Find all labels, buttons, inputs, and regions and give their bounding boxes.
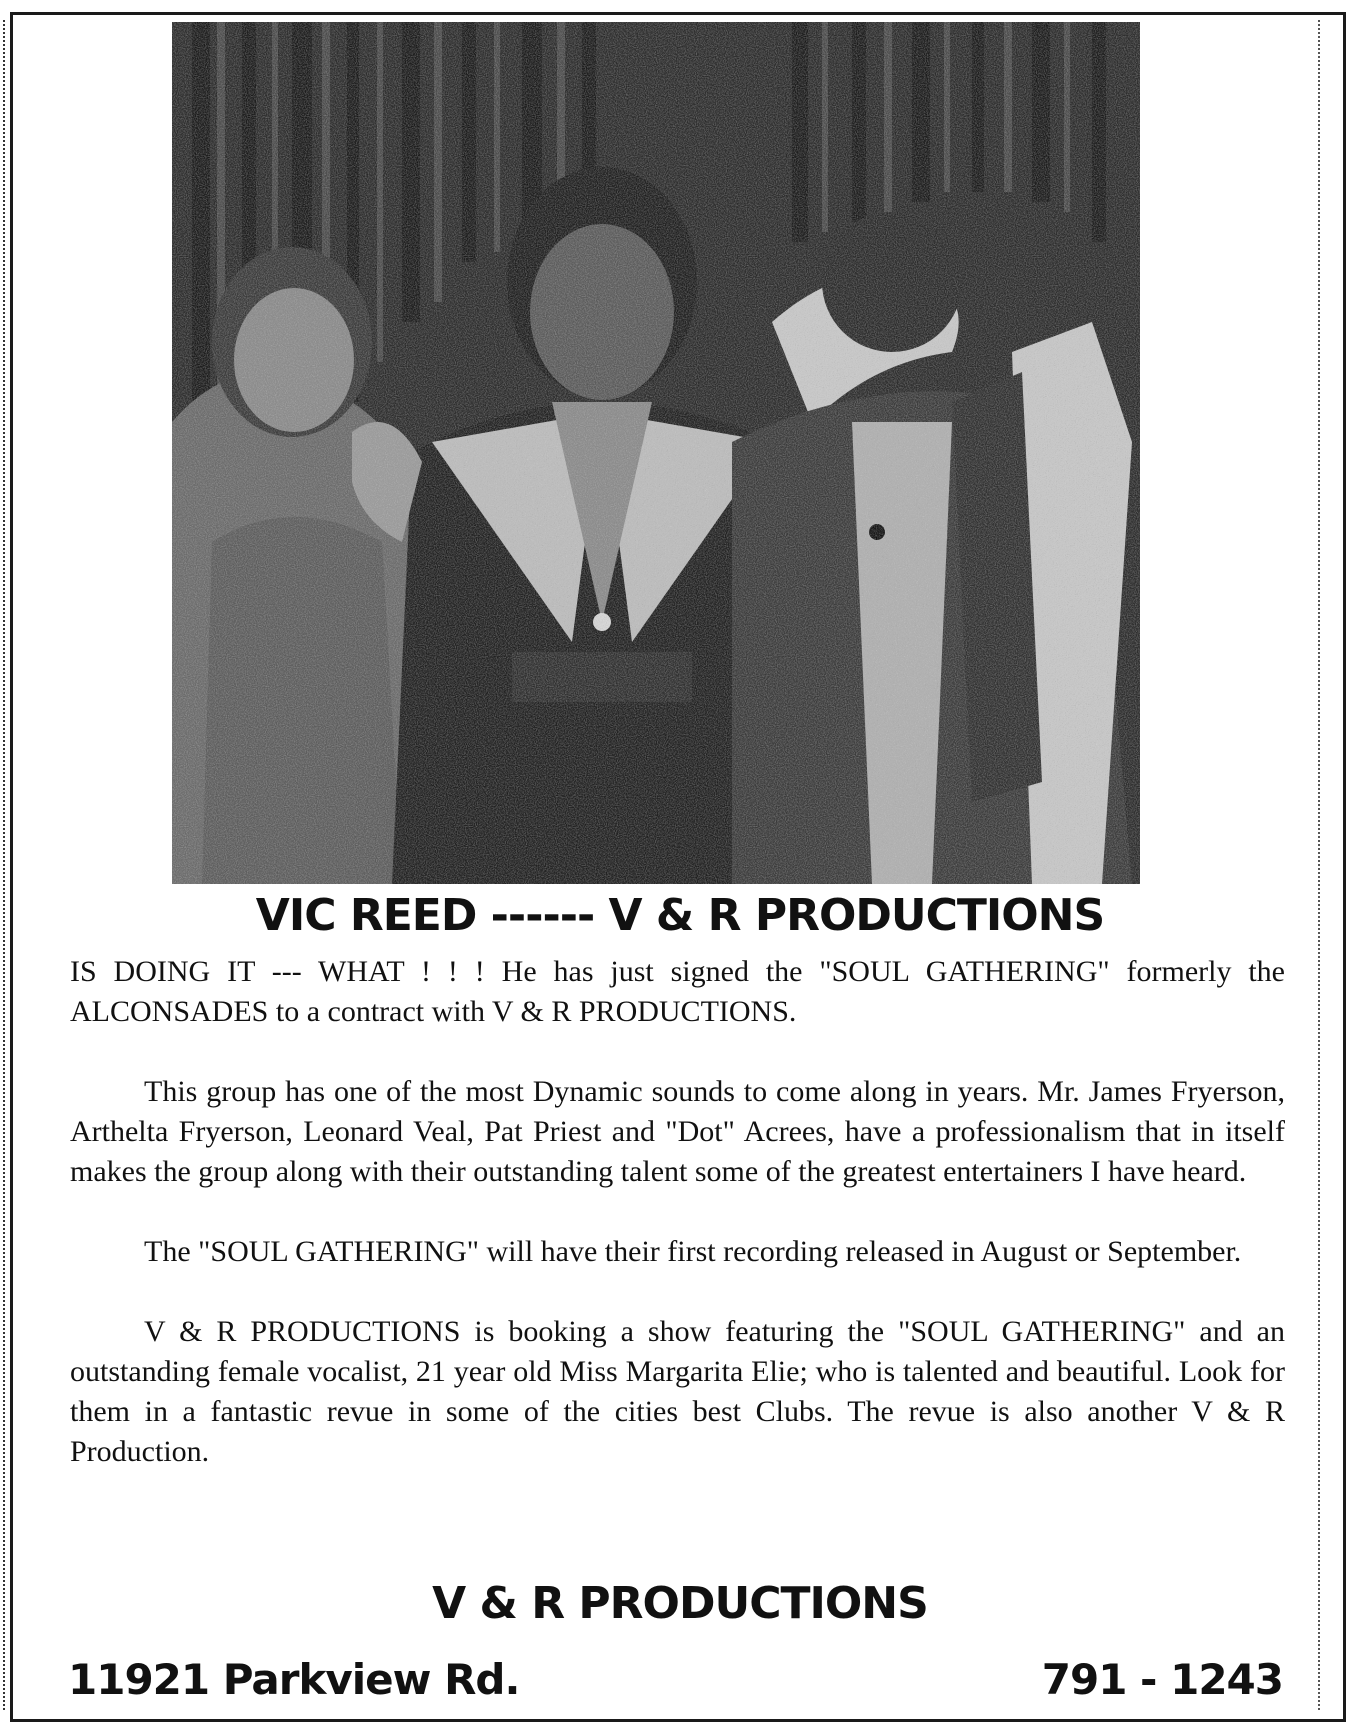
headline: VIC REED ------ V & R PRODUCTIONS — [255, 890, 1105, 941]
address: 11921 Parkview Rd. — [68, 1655, 520, 1704]
phone-number: 791 - 1243 — [1041, 1655, 1283, 1704]
paragraph-intro: IS DOING IT --- WHAT ! ! ! He has just signed the "SOUL GATHERING" formerly the ALCONSADES to a contract with V & R PRODUCTIONS. — [70, 955, 1285, 1028]
paragraph-booking: V & R PRODUCTIONS is booking a show featuring the "SOUL GATHERING" and an outstanding female vocalist, 21 year old Miss Margarita Elie; who is talented and beautiful. Look for them in a fantastic revue in some of the cities best Clubs. The revue is also another V & R Production. — [70, 1315, 1285, 1468]
paragraph-recording: The "SOUL GATHERING" will have their first recording released in August or September. — [144, 1235, 1242, 1268]
company-name: V & R PRODUCTIONS — [432, 1578, 928, 1629]
left-edge-dots — [3, 20, 5, 1710]
group-photo — [172, 22, 1140, 884]
right-edge-dots — [1318, 20, 1320, 1710]
paragraph-group: This group has one of the most Dynamic sounds to come along in years. Mr. James Fryerson, Arthelta Fryerson, Leonard Veal, Pat Priest and "Dot" Acrees, have a professionalism that in itself makes the group along with their outstanding talent some of the greatest entertainers I have heard. — [70, 1075, 1285, 1188]
ad-body — [70, 952, 1285, 1512]
